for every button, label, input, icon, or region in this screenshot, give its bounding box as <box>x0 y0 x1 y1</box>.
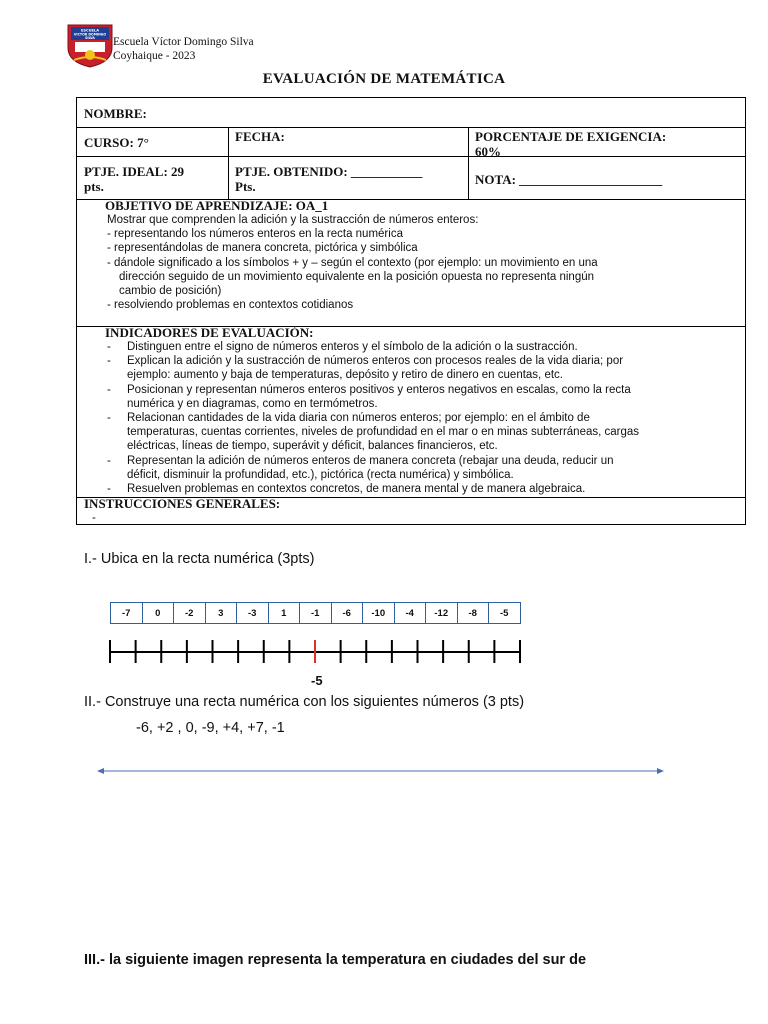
ptje-ideal: PTJE. IDEAL: 29 pts. <box>84 164 185 194</box>
svg-text:SILVA: SILVA <box>85 36 95 40</box>
indicadores-list <box>105 340 735 496</box>
instrucciones-dash: - <box>92 512 96 524</box>
instrucciones-title: INSTRUCCIONES GENERALES: <box>84 496 281 511</box>
section2-empty-number-line[interactable] <box>96 763 666 779</box>
list-item: - Distinguen entre el signo de números enteros y el símbolo de la adición o la sustracción. <box>105 340 735 354</box>
objetivo-title: OBJETIVO DE APRENDIZAJE: OA_1 <box>105 198 329 213</box>
section3-title: III.- la siguiente imagen representa la temperatura en ciudades del sur de <box>84 952 587 968</box>
number-box: -8 <box>458 603 490 623</box>
nota-label: NOTA: ______________________ <box>475 172 663 187</box>
svg-text:ESCUELA: ESCUELA <box>80 28 100 33</box>
number-box: -3 <box>237 603 269 623</box>
number-box: -7 <box>111 603 143 623</box>
number-box: 0 <box>143 603 175 623</box>
number-box: -5 <box>500 607 509 619</box>
list-item: - Relacionan cantidades de la vida diaria con números enteros; por ejemplo: en el ámbito de temperaturas, cuentas corrientes, niveles de profundidad en el mar o en minas subterráneas, cargas eléctricas, líneas de tiempo, superávit y déficit, balances financieros, etc. <box>105 411 735 454</box>
section1-number-boxes <box>110 602 521 624</box>
number-box: 1 <box>269 603 301 623</box>
curso-label: CURSO: 7° <box>84 135 149 150</box>
number-box: -1 <box>300 603 332 623</box>
objetivo-block <box>105 199 735 312</box>
page-title: EVALUACIÓN DE MATEMÁTICA <box>262 71 506 87</box>
nombre-label: NOMBRE: <box>84 106 147 121</box>
svg-text:VICTOR DOMINGO: VICTOR DOMINGO <box>73 32 107 37</box>
objetivo-text: Mostrar que comprenden la adición y la sustracción de números enteros: - representando los números enteros en la recta numérica - representándolas de manera concreta, pictórica y simbólica - dándole significado a los símbolos + y – según el contexto (por ejemplo: un movimiento en una dirección seguido de un movimiento equivalente en la posición opuesta no representa ningún cambio de posición) - resolviendo problemas en contextos cotidianos <box>107 214 598 312</box>
section2-numbers: -6, +2 , 0, -9, +4, +7, -1 <box>136 720 285 736</box>
number-box: -10 <box>363 603 395 623</box>
school-info <box>113 35 254 63</box>
number-box: -4 <box>395 603 427 623</box>
evaluation-info-table <box>76 97 746 525</box>
indicadores-block <box>105 326 735 496</box>
ptje-obtenido: PTJE. OBTENIDO: ___________ Pts. <box>235 164 423 194</box>
school-location-year: Coyhaique - 2023 <box>113 50 196 62</box>
number-box: -2 <box>174 603 206 623</box>
list-item: - Resuelven problemas en contextos concretos, de manera mental y de manera algebraica. <box>105 482 735 496</box>
porcentaje-exigencia: PORCENTAJE DE EXIGENCIA: 60% <box>475 129 667 159</box>
number-box: -12 <box>426 603 458 623</box>
instrucciones-block <box>84 497 724 525</box>
list-item: - Posicionan y representan números enteros positivos y enteros negativos en escalas, como la recta numérica y en diagramas, como en termómetros. <box>105 383 735 411</box>
section1-title: I.- Ubica en la recta numérica (3pts) <box>84 551 315 567</box>
fecha-label: FECHA: <box>235 129 285 144</box>
number-box: 3 <box>206 603 238 623</box>
section2-title: II.- Construye una recta numérica con los siguientes números (3 pts) <box>84 694 525 710</box>
list-item: - Explican la adición y la sustracción de números enteros con procesos reales de la vida diaria; por ejemplo: aumento y baja de temperaturas, depósito y retiro de dinero en cuentas, etc. <box>105 354 735 382</box>
number-box: -6 <box>332 603 364 623</box>
school-name: Escuela Víctor Domingo Silva <box>113 36 254 48</box>
section1-number-line <box>100 636 530 666</box>
list-item: - Representan la adición de números enteros de manera concreta (rebajar una deuda, reducir un déficit, disminuir la profundidad, etc.), pictórica (recta numérica) y simbólica. <box>105 454 735 482</box>
indicadores-title: INDICADORES DE EVALUACIÓN: <box>105 325 314 340</box>
section1-marked-label: -5 <box>311 673 323 688</box>
school-logo <box>66 24 114 68</box>
